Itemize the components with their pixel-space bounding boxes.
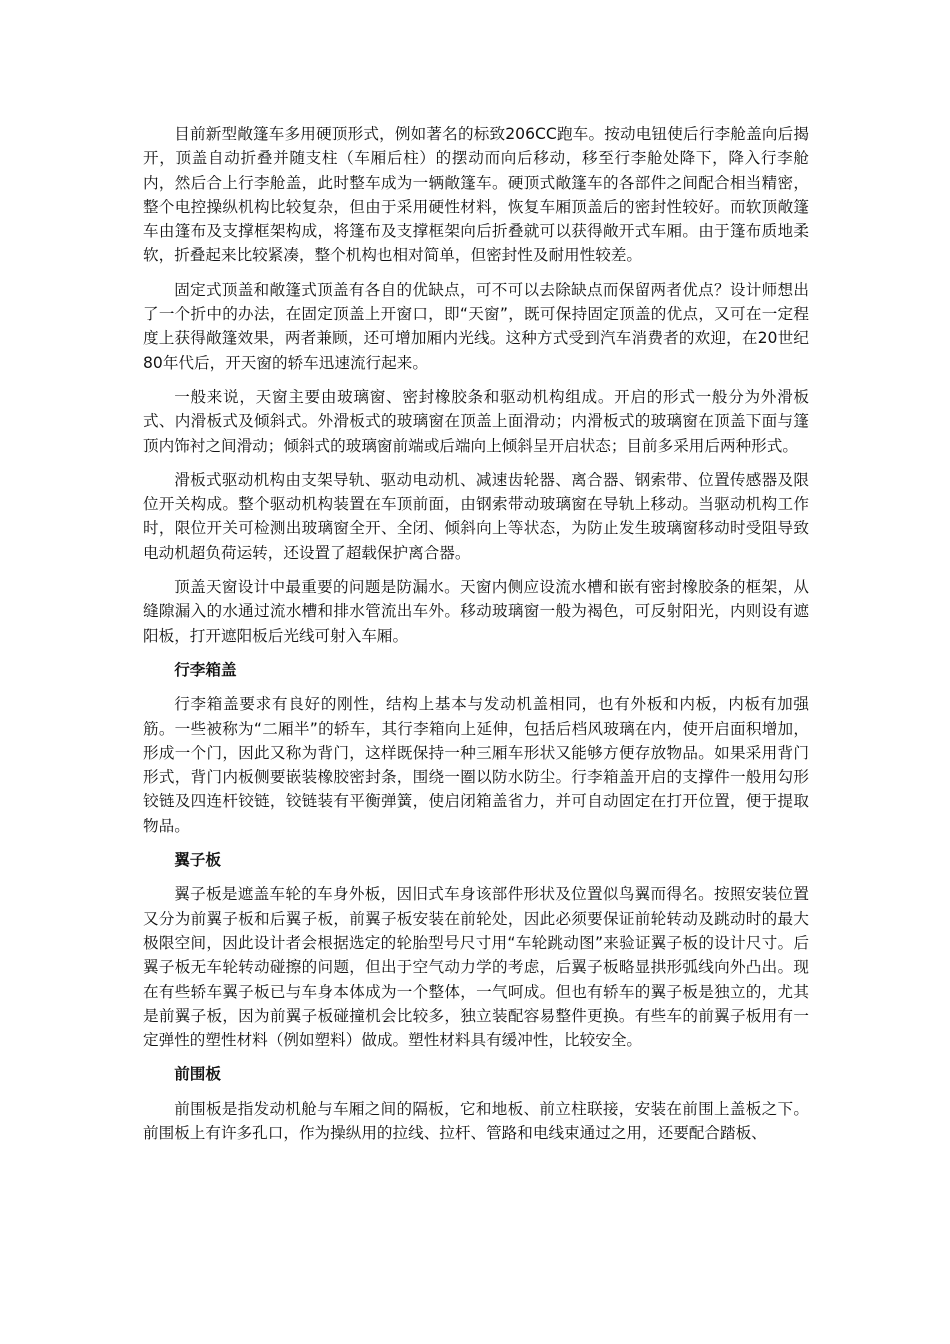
paragraph: 行李箱盖要求有良好的刚性，结构上基本与发动机盖相同，也有外板和内板，内板有加强筋。一些被称为“二厢半”的轿车，其行李箱向上延伸，包括后档风玻璃在内，使开启面积增加，形成一个门，因此又称为背门，这样既保持一种三厢车形状又能够方便存放物品。如果采用背门形式，背门内板侧要嵌装橡胶密封条，围绕一圈以防水防尘。行李箱盖开启的支撑件一般用勾形铰链及四连杆铰链，铰链装有平衡弹簧，使启闭箱盖省力，并可自动固定在打开位置，便于提取物品。 <box>143 695 809 835</box>
paragraph: 目前新型敞篷车多用硬顶形式，例如著名的标致206CC跑车。按动电钮使后行李舱盖向后揭开，顶盖自动折叠并随支柱（车厢后柱）的摆动而向后移动，移至行李舱处降下，降入行李舱内，然后合上行李舱盖，此时整车成为一辆敞篷车。硬顶式敞篷车的各部件之间配合相当精密，整个电控操纵机构比较复杂，但由于采用硬性材料，恢复车厢顶盖后的密封性较好。而软顶敞篷车由篷布及支撑框架构成，将篷布及支撑框架向后折叠就可以获得敞开式车厢。由于篷布质地柔软，折叠起来比较紧凑，整个机构也相对简单，但密封性及耐用性较差。 <box>143 125 809 265</box>
section-heading-trunk-lid: 行李箱盖 <box>174 660 237 679</box>
document-page <box>143 122 809 1155</box>
paragraph: 翼子板是遮盖车轮的车身外板，因旧式车身该部件形状及位置似鸟翼而得名。按照安装位置又分为前翼子板和后翼子板，前翼子板安装在前轮处，因此必须要保证前轮转动及跳动时的最大极限空间，因此设计者会根据选定的轮胎型号尺寸用“车轮跳动图”来验证翼子板的设计尺寸。后翼子板无车轮转动碰擦的问题，但出于空气动力学的考虑，后翼子板略显拱形弧线向外凸出。现在有些轿车翼子板已与车身本体成为一个整体，一气呵成。但也有轿车的翼子板是独立的，尤其是前翼子板，因为前翼子板碰撞机会比较多，独立装配容易整件更换。有些车的前翼子板用有一定弹性的塑性材料（例如塑料）做成。塑性材料具有缓冲性，比较安全。 <box>143 885 809 1050</box>
paragraph: 顶盖天窗设计中最重要的问题是防漏水。天窗内侧应设流水槽和嵌有密封橡胶条的框架，从缝隙漏入的水通过流水槽和排水管流出车外。移动玻璃窗一般为褐色，可反射阳光，内则设有遮阳板，打开遮阳板后光线可射入车厢。 <box>143 578 809 645</box>
section-heading-fender: 翼子板 <box>174 851 221 870</box>
paragraph: 前围板是指发动机舱与车厢之间的隔板，它和地板、前立柱联接，安装在前围上盖板之下。前围板上有许多孔口，作为操纵用的拉线、拉杆、管路和电线束通过之用，还要配合踏板、 <box>143 1099 809 1142</box>
paragraph: 固定式顶盖和敞篷式顶盖有各自的优缺点，可不可以去除缺点而保留两者优点？设计师想出了一个折中的办法，在固定顶盖上开窗口，即“天窗”，既可保持固定顶盖的优点，又可在一定程度上获得敞篷效果，两者兼顾，还可增加厢内光线。这种方式受到汽车消费者的欢迎，在20世纪80年代后，开天窗的轿车迅速流行起来。 <box>143 280 809 372</box>
section-heading-dash-panel: 前围板 <box>174 1065 221 1084</box>
paragraph: 一般来说，天窗主要由玻璃窗、密封橡胶条和驱动机构组成。开启的形式一般分为外滑板式、内滑板式及倾斜式。外滑板式的玻璃窗在顶盖上面滑动；内滑板式的玻璃窗在顶盖下面与篷顶内饰衬之间滑动；倾斜式的玻璃窗前端或后端向上倾斜呈开启状态；目前多采用后两种形式。 <box>143 387 809 455</box>
paragraph: 滑板式驱动机构由支架导轨、驱动电动机、减速齿轮器、离合器、钢索带、位置传感器及限位开关构成。整个驱动机构装置在车顶前面，由钢索带动玻璃窗在导轨上移动。当驱动机构工作时，限位开关可检测出玻璃窗全开、全闭、倾斜向上等状态，为防止发生玻璃窗移动时受阻导致电动机超负荷运转，还设置了超载保护离合器。 <box>143 470 809 562</box>
